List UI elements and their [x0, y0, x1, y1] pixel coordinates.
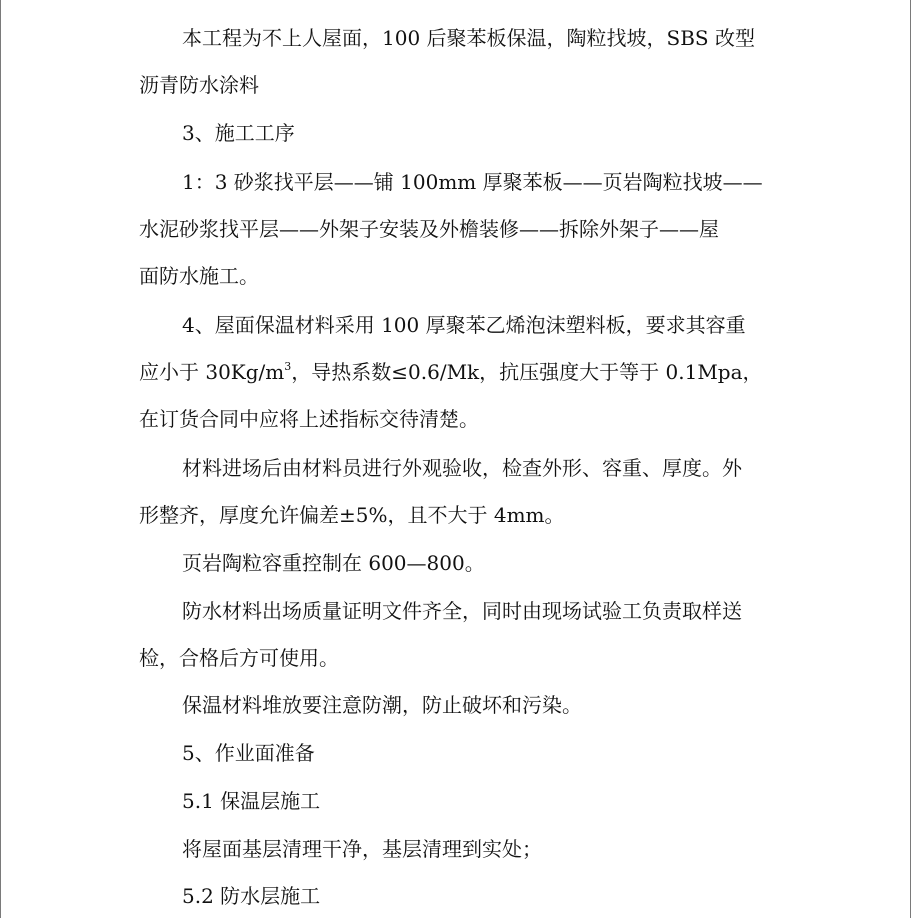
paragraph-line: 材料进场后由材料员进行外观验收，检查外形、容重、厚度。外 [182, 456, 742, 480]
superscript-cubic: 3 [284, 360, 292, 373]
density-text: 应小于 30Kg/m [139, 360, 285, 384]
section-heading: 5、作业面准备 [182, 741, 315, 765]
paragraph-line: 形整齐，厚度允许偏差±5%，且不大于 4mm。 [139, 503, 565, 527]
paragraph-line: 沥青防水涂料 [139, 73, 259, 97]
conductivity-text: ，导热系数≤0.6/Mk，抗压强度大于等于 0.1Mpa， [291, 360, 763, 384]
paragraph-line: 水泥砂浆找平层——外架子安装及外檐装修——拆除外架子——屋 [139, 217, 719, 241]
paragraph-line [139, 359, 763, 385]
paragraph-line: 1：3 砂浆找平层——铺 100mm 厚聚苯板——页岩陶粒找坡—— [182, 170, 763, 194]
section-heading: 3、施工工序 [182, 121, 295, 145]
subsection-heading: 5.2 防水层施工 [182, 884, 321, 908]
paragraph-line: 在订货合同中应将上述指标交待清楚。 [139, 407, 479, 431]
paragraph-line: 检，合格后方可使用。 [139, 646, 339, 670]
paragraph-line: 4、屋面保温材料采用 100 厚聚苯乙烯泡沫塑料板，要求其容重 [182, 313, 746, 337]
paragraph-line: 将屋面基层清理干净，基层清理到实处； [182, 837, 542, 861]
paragraph-line: 本工程为不上人屋面，100 后聚苯板保温，陶粒找坡，SBS 改型 [182, 26, 755, 50]
paragraph-line: 页岩陶粒容重控制在 600—800。 [182, 551, 485, 575]
paragraph-line: 保温材料堆放要注意防潮，防止破坏和污染。 [182, 693, 582, 717]
paragraph-line: 防水材料出场质量证明文件齐全，同时由现场试验工负责取样送 [182, 599, 742, 623]
subsection-heading: 5.1 保温层施工 [182, 789, 321, 813]
paragraph-line: 面防水施工。 [139, 264, 259, 288]
